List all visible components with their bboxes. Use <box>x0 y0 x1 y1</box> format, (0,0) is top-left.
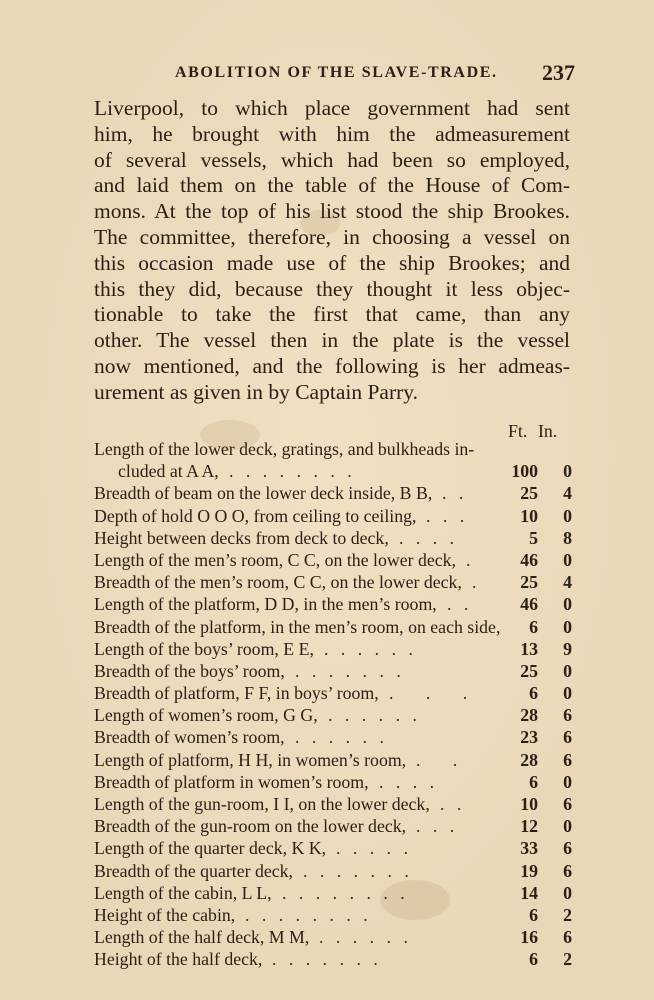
feet-value: 28 <box>520 749 538 770</box>
feet-value: 6 <box>529 616 538 637</box>
row-description: Length of the boys’ room, E E, <box>94 638 314 659</box>
feet-value: 16 <box>520 927 538 948</box>
feet-value: 6 <box>529 683 538 704</box>
leader-dots: . . . . . . . . <box>229 461 356 482</box>
paragraph-line: Liverpool, to which place government had sent <box>94 96 570 120</box>
inches-value: 6 <box>563 927 572 948</box>
table-row <box>94 638 572 660</box>
inches-value: 0 <box>563 594 572 615</box>
row-description: Height between decks from deck to deck, <box>94 527 389 548</box>
leader-dots: . . . . . . <box>328 705 421 726</box>
feet-value: 6 <box>529 904 538 925</box>
row-description: Depth of hold O O O, from ceiling to ceiling, <box>94 505 417 526</box>
row-description: Breadth of the platform, in the men’s room, on each side, <box>94 616 501 637</box>
inches-value: 0 <box>563 882 572 903</box>
leader-dots: . . . . . . <box>295 727 388 748</box>
paragraph-line: of several vessels, which had been so employed, <box>94 147 570 172</box>
table-row <box>94 793 572 815</box>
inches-value: 0 <box>563 683 572 704</box>
feet-column-header: Ft. <box>508 421 528 441</box>
leader-dots: . . . . . . . . <box>245 904 372 925</box>
table-row <box>94 460 572 482</box>
leader-dots: . <box>472 572 491 593</box>
leader-dots: . . . . . . . <box>303 860 413 881</box>
row-description: Breadth of the men’s room, C C, on the lower deck, <box>94 572 462 593</box>
leader-dots: . . . <box>416 816 459 837</box>
table-row <box>94 771 572 793</box>
feet-value: 6 <box>529 771 538 792</box>
feet-value: 12 <box>520 816 538 837</box>
row-description: Breadth of women’s room, <box>94 727 285 748</box>
inches-column-header: In. <box>538 421 558 441</box>
page-number: 237 <box>542 60 575 85</box>
inches-value: 0 <box>563 616 572 637</box>
feet-value: 23 <box>520 727 538 748</box>
leader-dots: . . . . . . <box>319 927 412 948</box>
running-header <box>175 62 575 90</box>
table-row <box>94 527 572 549</box>
paragraph-line: him, he brought with him the admeasurement <box>94 121 570 146</box>
inches-value: 0 <box>563 505 572 526</box>
leader-dots: . . . . . . . . <box>282 882 409 903</box>
leader-dots: . . <box>447 594 473 615</box>
leader-dots: . . . . <box>379 771 439 792</box>
table-row <box>94 704 572 726</box>
paragraph-line: urement as given in by Captain Parry. <box>94 379 419 404</box>
paragraph-line: and laid them on the table of the House of Com- <box>94 173 570 198</box>
row-description: cluded at A A, <box>118 461 219 482</box>
row-description: Breadth of the quarter deck, <box>94 860 293 881</box>
table-row <box>94 882 572 904</box>
table-row <box>94 815 572 837</box>
table-row <box>94 571 572 593</box>
table-row <box>94 948 572 970</box>
inches-value: 0 <box>563 771 572 792</box>
inches-value: 6 <box>563 794 572 814</box>
feet-value: 5 <box>529 527 538 548</box>
row-description: Height of the cabin, <box>94 904 236 925</box>
leader-dots: . . . . . . . <box>295 660 405 681</box>
row-description: Breadth of platform, F F, in boys’ room, <box>94 683 379 704</box>
feet-value: 6 <box>529 949 538 970</box>
inches-value: 6 <box>563 749 572 770</box>
table-row <box>94 549 572 571</box>
inches-value: 6 <box>563 705 572 726</box>
row-description: Length of the platform, D D, in the men’s room, <box>94 594 437 615</box>
feet-value: 14 <box>520 882 538 903</box>
paragraph-line: this occasion made use of the ship Brookes; and <box>94 250 570 275</box>
table-row <box>94 505 572 527</box>
paragraph-line: now mentioned, and the following is her admeas- <box>94 353 570 378</box>
feet-value: 19 <box>520 860 538 881</box>
table-row <box>94 616 572 638</box>
feet-value: 46 <box>520 594 538 615</box>
leader-dots: . . . . . <box>336 838 413 859</box>
feet-value: 13 <box>520 638 538 659</box>
inches-value: 4 <box>563 572 572 593</box>
inches-value: 6 <box>563 838 572 859</box>
row-description: Breadth of the boys’ room, <box>94 660 285 681</box>
leader-dots: . . . . <box>399 527 459 548</box>
feet-value: 28 <box>520 705 538 726</box>
leader-dots: . . <box>440 794 466 814</box>
inches-value: 0 <box>563 660 572 681</box>
table-row <box>94 593 572 615</box>
paragraph-line: The committee, therefore, in choosing a vessel on <box>94 224 570 249</box>
paragraph-line: tionable to take the first that came, than any <box>94 302 570 327</box>
inches-value: 8 <box>563 527 572 548</box>
leader-dots: . . . <box>426 505 469 526</box>
row-description: Length of the men’s room, C C, on the lower deck, <box>94 549 456 570</box>
inches-value: 0 <box>563 816 572 837</box>
leader-dots: . . . . . . <box>324 638 417 659</box>
inches-value: 2 <box>563 949 572 970</box>
feet-value: 25 <box>520 572 538 593</box>
row-description: Length of platform, H H, in women’s room, <box>94 749 407 770</box>
table-row <box>94 926 572 948</box>
row-description: Length of the cabin, L L, <box>94 882 272 903</box>
leader-dots: . <box>466 549 485 570</box>
row-description: Length of the lower deck, gratings, and bulkheads in- <box>94 439 475 459</box>
feet-value: 10 <box>520 505 538 526</box>
feet-value: 100 <box>511 461 538 482</box>
row-description: Breadth of beam on the lower deck inside, B B, <box>94 483 433 504</box>
inches-value: 0 <box>563 461 572 482</box>
table-row <box>94 482 572 504</box>
feet-value: 25 <box>520 660 538 681</box>
row-description: Length of the gun-room, I I, on the lower deck, <box>94 794 430 814</box>
table-row <box>94 438 572 460</box>
inches-value: 6 <box>563 727 572 748</box>
leader-dots: . . . <box>389 683 482 704</box>
leader-dots: . . . . . . . <box>272 949 382 970</box>
table-row <box>94 837 572 859</box>
feet-value: 33 <box>520 838 538 859</box>
table-row <box>94 726 572 748</box>
inches-value: 2 <box>563 904 572 925</box>
table-row <box>94 660 572 682</box>
inches-value: 9 <box>563 638 572 659</box>
row-description: Length of the half deck, M M, <box>94 927 310 948</box>
row-description: Height of the half deck, <box>94 949 263 970</box>
paragraph-line: this they did, because they thought it less objec- <box>94 276 570 301</box>
running-title: ABOLITION OF THE SLAVE-TRADE. <box>175 64 498 81</box>
leader-dots: . . <box>416 749 472 770</box>
table-rows <box>94 438 572 971</box>
paragraph-line: mons. At the top of his list stood the ship Brookes. <box>94 199 570 224</box>
table-row <box>94 860 572 882</box>
inches-value: 4 <box>563 483 572 504</box>
table-row <box>94 682 572 704</box>
feet-value: 46 <box>520 549 538 570</box>
row-description: Length of the quarter deck, K K, <box>94 838 327 859</box>
inches-value: 6 <box>563 860 572 881</box>
row-description: Breadth of platform in women’s room, <box>94 771 369 792</box>
table-row <box>94 904 572 926</box>
table-row <box>94 749 572 771</box>
inches-value: 0 <box>563 549 572 570</box>
row-description: Length of women’s room, G G, <box>94 705 318 726</box>
paragraph-line: other. The vessel then in the plate is the vessel <box>94 328 570 353</box>
body-paragraph <box>94 96 570 406</box>
feet-value: 25 <box>520 483 538 504</box>
row-description: Breadth of the gun-room on the lower deck, <box>94 816 407 837</box>
feet-value: 10 <box>520 794 538 814</box>
leader-dots: . . <box>442 483 468 504</box>
